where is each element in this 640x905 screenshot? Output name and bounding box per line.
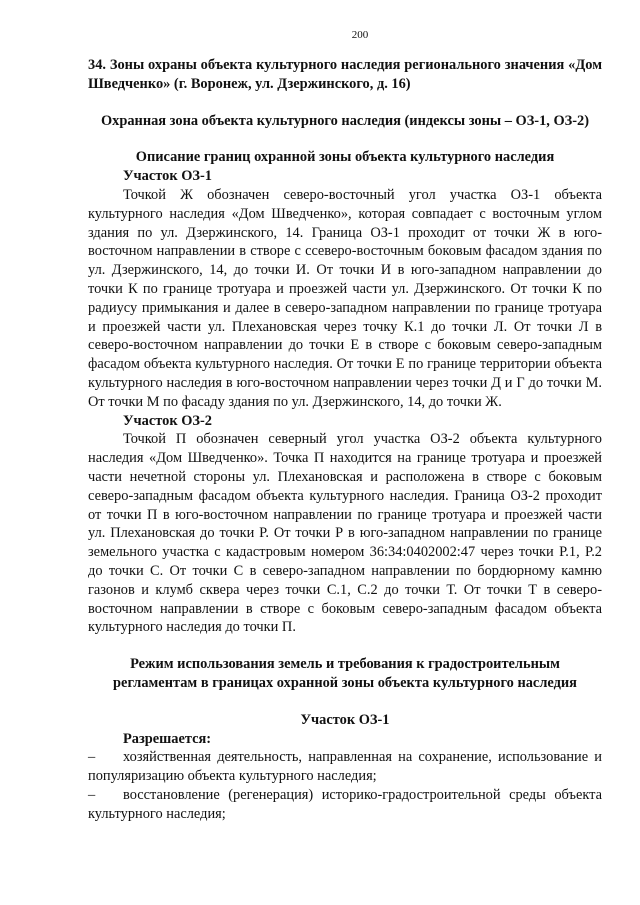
allowed-item-text: хозяйственная деятельность, направленная на сохранение, использование и популяризацию объекта культурного наследия; bbox=[88, 749, 602, 785]
plot2-heading: Участок ОЗ-2 bbox=[123, 412, 212, 429]
list-dash: – bbox=[88, 786, 96, 803]
allowed-item bbox=[88, 786, 602, 824]
document-page bbox=[88, 28, 602, 823]
section-title: 34. Зоны охраны объекта культурного наследия регионального значения «Дом Шведченко» (г. Воронеж, ул. Дзержинского, д. 16) bbox=[88, 57, 602, 92]
regime-title: Режим использования земель и требования к градостроительным регламентам в границах охранной зоны объекта культурного наследия bbox=[113, 656, 577, 691]
page-number: 200 bbox=[351, 29, 369, 41]
plot1-description: Точкой Ж обозначен северо-восточный угол участка ОЗ-1 объекта культурного наследия «Дом Шведченко», которая совпадает с восточным углом здания по ул. Дзержинского, 14. Граница ОЗ-1 проходит от точки Ж в юго-восточном направлении в створе с сcеверо-восточным боковым фасадом здания по ул. Дзержинского, 14, до точки И. От точки И в юго-западном направлении до точки К по границе тротуара и проезжей части ул. Дзержинского. От точки К по радиусу примыкания и далее в северо-западном направлении по границе тротуара и проезжей части ул. Плехановская через точку К.1 до точки Л. От точки Л в северо-восточном направлении до точки Е в створе с боковым северо-западным фасадом объекта культурного наследия. От точки Е по границе территории объекта культурного наследия в юго-восточном направлении через точки Д и Г до точки М. От точки М по фасаду здания по ул. Дзержинского, 14, до точки Ж. bbox=[88, 186, 602, 410]
allowed-heading: Разрешается: bbox=[123, 730, 212, 747]
allowed-item bbox=[88, 748, 602, 786]
plot1-heading: Участок ОЗ-1 bbox=[123, 168, 212, 185]
list-dash: – bbox=[88, 749, 96, 766]
plot2-description: Точкой П обозначен северный угол участка ОЗ-2 объекта культурного наследия «Дом Шведченко». Точка П находится на границе тротуара и проезжей части нечетной стороны ул. Плехановская и расположена в створе с боковым северо-западным фасадом объекта культурного наследия. Граница ОЗ-2 проходит от точки П в юго-восточном направлении по границе тротуара и проезжей части ул. Плехановская до точки Р. От точки Р в юго-западном направлении по границе земельного участка с кадастровым номером 36:34:0402002:47 через точки Р.1, Р.2 до точки С. От точки С в северо-западном направлении по бордюрному камню газонов и клумб сквера через точки С.1, С.2 до точки Т. От точки Т в северо-восточном направлении в створе с боковым северо-западным фасадом объекта культурного наследия до точки П. bbox=[88, 431, 602, 636]
zone-title: Охранная зона объекта культурного наследия (индексы зоны – ОЗ-1, ОЗ-2) bbox=[100, 112, 590, 129]
regime-plot-heading: Участок ОЗ-1 bbox=[300, 711, 390, 728]
description-title: Описание границ охранной зоны объекта культурного наследия bbox=[135, 149, 555, 166]
allowed-item-text: восстановление (регенерация) историко-градостроительной среды объекта культурного наследия; bbox=[88, 786, 602, 822]
